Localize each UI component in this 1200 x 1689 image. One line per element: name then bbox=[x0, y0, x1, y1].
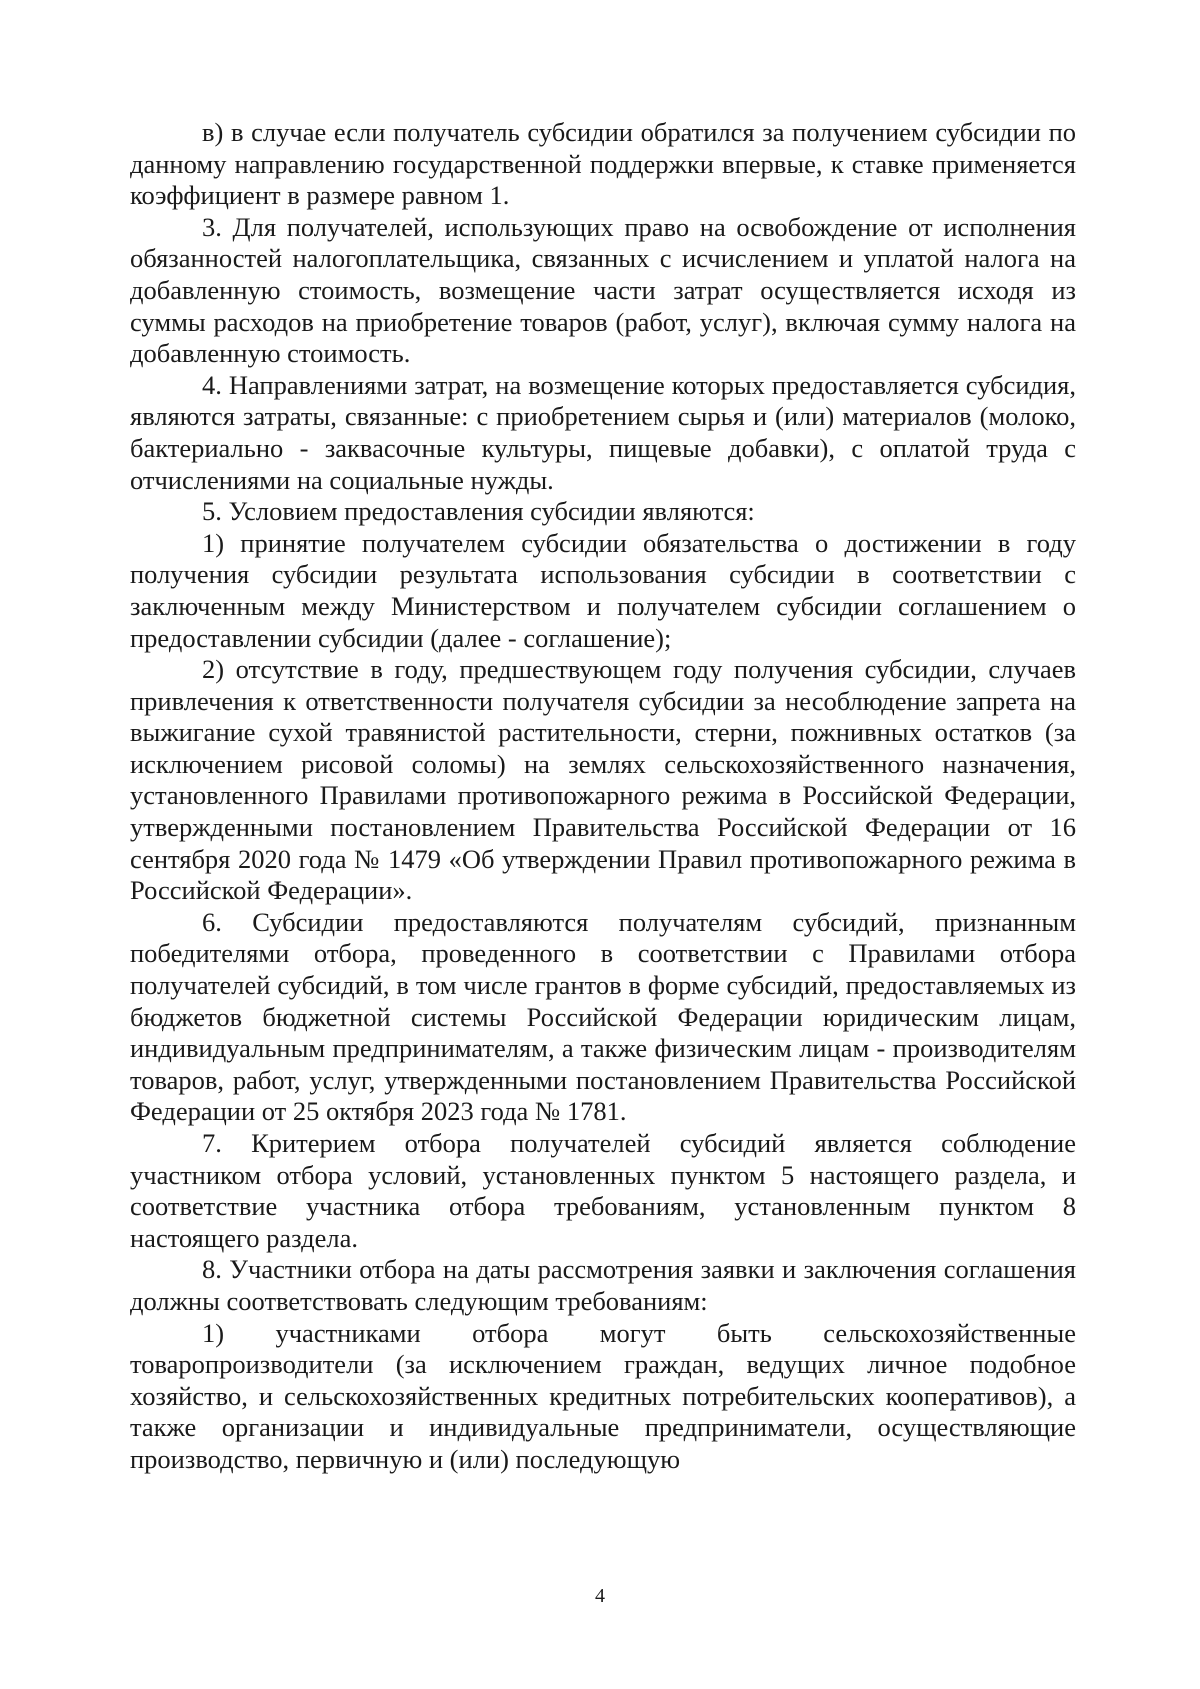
paragraph-8-requirements: 8. Участники отбора на даты рассмотрения заявки и заключения соглашения должны соответствовать следующим требованиям: bbox=[130, 1254, 1076, 1316]
paragraph-6-selection-winners: 6. Субсидии предоставляются получателям субсидий, признанным победителями отбора, проведенного в соответствии с Правилами отбора получателей субсидий, в том числе грантов в форме субсидий, предоставляемых из бюджетов бюджетной системы Российской Федерации юридическим лицам, индивидуальным предпринимателям, а также физическим лицам - производителям товаров, работ, услуг, утвержденными постановлением Правительства Российской Федерации от 25 октября 2023 года № 1781. bbox=[130, 906, 1076, 1127]
paragraph-3-vat-exemption: 3. Для получателей, использующих право на освобождение от исполнения обязанностей налогоплательщика, связанных с исчислением и уплатой налога на добавленную стоимость, возмещение части затрат осуществляется исходя из суммы расходов на приобретение товаров (работ, услуг), включая сумму налога на добавленную стоимость. bbox=[130, 211, 1076, 369]
page-number: 4 bbox=[595, 1585, 605, 1607]
paragraph-5-1-obligation: 1) принятие получателем субсидии обязательства о достижении в году получения субсидии результата использования субсидии в соответствии с заключенным между Министерством и получателем субсидии соглашением о предоставлении субсидии (далее - соглашение); bbox=[130, 527, 1076, 653]
paragraph-5-2-fire-regime: 2) отсутствие в году, предшествующем году получения субсидии, случаев привлечения к ответственности получателя субсидии за несоблюдение запрета на выжигание сухой травянистой растительности, стерни, пожнивных остатков (за исключением рисовой соломы) на землях сельскохозяйственного назначения, установленного Правилами противопожарного режима в Российской Федерации, утвержденными постановлением Правительства Российской Федерации от 16 сентября 2020 года № 1479 «Об утверждении Правил противопожарного режима в Российской Федерации». bbox=[130, 654, 1076, 906]
paragraph-4-cost-directions: 4. Направлениями затрат, на возмещение которых предоставляется субсидия, являются затраты, связанные: с приобретением сырья и (или) материалов (молоко, бактериально - заквасочные культуры, пищевые добавки), с оплатой труда с отчислениями на социальные нужды. bbox=[130, 369, 1076, 495]
paragraph-8-1-participants: 1) участниками отбора могут быть сельскохозяйственные товаропроизводители (за исключением граждан, ведущих личное подобное хозяйство, и сельскохозяйственных кредитных потребительских кооперативов), а также организации и индивидуальные предприниматели, осуществляющие производство, первичную и (или) последующую bbox=[130, 1317, 1076, 1474]
paragraph-7-selection-criterion: 7. Критерием отбора получателей субсидий является соблюдение участником отбора условий, установленных пунктом 5 настоящего раздела, и соответствие участника отбора требованиям, установленным пунктом 8 настоящего раздела. bbox=[130, 1128, 1076, 1253]
document-body bbox=[130, 117, 1076, 1476]
paragraph-subsidy-coefficient: в) в случае если получатель субсидии обратился за получением субсидии по данному направлению государственной поддержки впервые, к ставке применяется коэффициент в размере равном 1. bbox=[130, 117, 1076, 211]
paragraph-5-conditions: 5. Условием предоставления субсидии являются: bbox=[202, 496, 755, 527]
